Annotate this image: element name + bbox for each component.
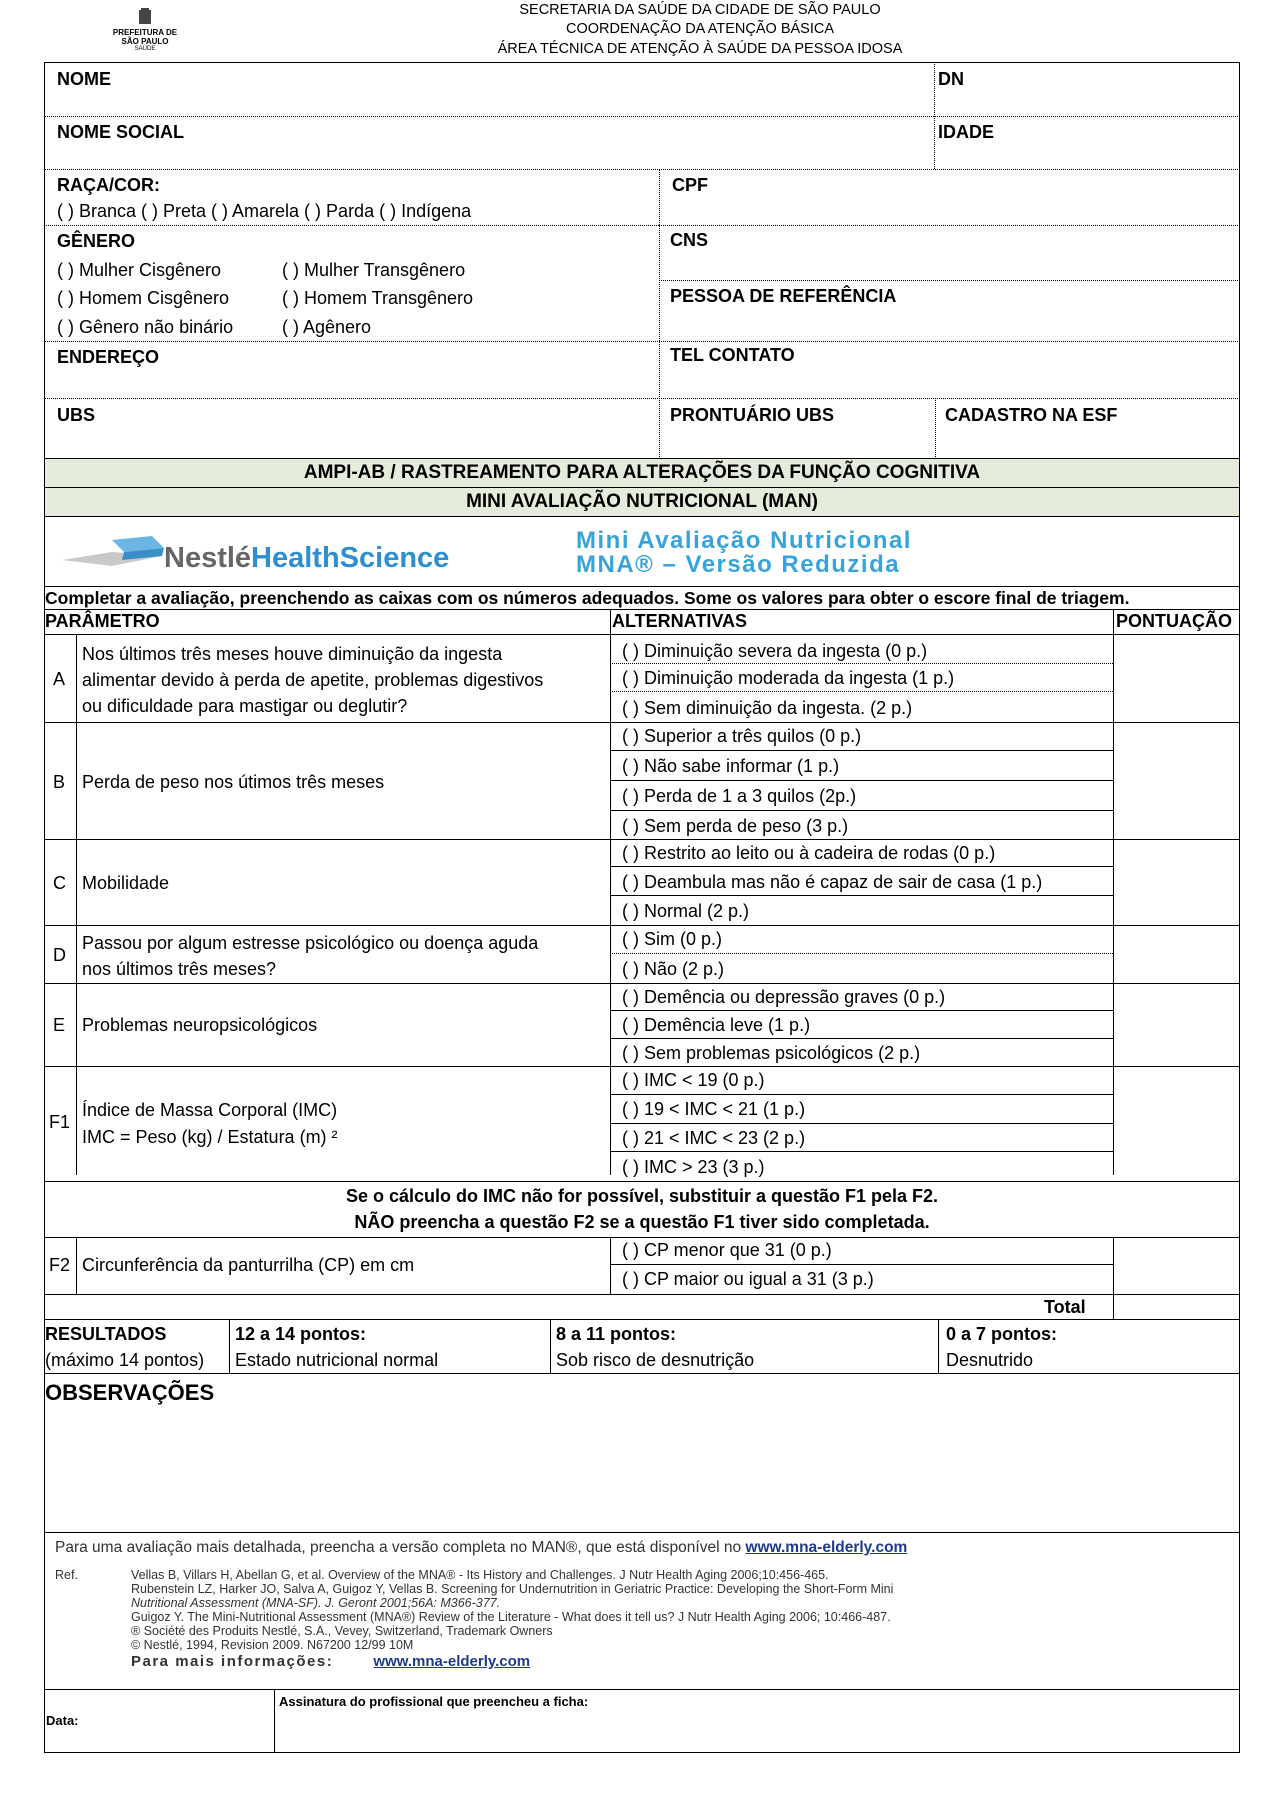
result-mal-text: Desnutrido (946, 1350, 1034, 1370)
q-f1-letter: F1 (49, 1112, 71, 1132)
genero-nao-binario[interactable]: ( ) Gênero não binário (57, 317, 234, 337)
pessoa-referencia-label: PESSOA DE REFERÊNCIA (670, 286, 897, 306)
q-d-opt-1[interactable]: ( ) Não (2 p.) (622, 959, 725, 979)
man-title: MINI AVALIAÇÃO NUTRICIONAL (MAN) (466, 491, 818, 512)
result-normal-range: 12 a 14 pontos: (235, 1324, 367, 1344)
refs-intro: Para uma avaliação mais detalhada, preencha a versão completa no MAN®, que está disponível no (55, 1539, 746, 1556)
q-b-opt-1[interactable]: ( ) Não sabe informar (1 p.) (622, 756, 840, 776)
q-a-line-1: Nos últimos três meses houve diminuição da ingesta (82, 644, 503, 664)
instructions: Completar a avaliação, preenchendo as caixas com os números adequados. Some os valores para obter o escore final de triagem. (45, 588, 1130, 608)
ubs-label: UBS (57, 405, 96, 425)
genero-mulher-cis[interactable]: ( ) Mulher Cisgênero (57, 260, 222, 280)
header-parametro: PARÂMETRO (45, 611, 160, 631)
genero-homem-trans[interactable]: ( ) Homem Transgênero (282, 288, 474, 308)
q-f2-opt-0[interactable]: ( ) CP menor que 31 (0 p.) (622, 1240, 832, 1260)
ref-line-4: Guigoz Y. The Mini-Nutritional Assessment (MNA®) Review of the Literature - What does it tell us? J Nutr Health Aging 2006; 10:466-487. (131, 1610, 891, 1624)
genero-agenero[interactable]: ( ) Agênero (282, 317, 372, 337)
cpf-label: CPF (672, 175, 708, 195)
q-c-opt-2[interactable]: ( ) Normal (2 p.) (622, 901, 750, 921)
q-c-opt-0[interactable]: ( ) Restrito ao leito ou à cadeira de rodas (0 p.) (622, 843, 996, 863)
cns-label: CNS (670, 230, 709, 250)
header-line-3: ÁREA TÉCNICA DE ATENÇÃO À SAÚDE DA PESSOA IDOSA (497, 41, 903, 57)
header-alternativas: ALTERNATIVAS (612, 611, 747, 631)
nome-social-label: NOME SOCIAL (57, 122, 185, 142)
q-d-line-2: nos últimos três meses? (82, 959, 277, 979)
idade-label: IDADE (938, 122, 995, 142)
nestle-word: Nestlé (164, 542, 252, 574)
q-e-opt-2[interactable]: ( ) Sem problemas psicológicos (2 p.) (622, 1043, 921, 1063)
q-e-line-1: Problemas neuropsicológicos (82, 1015, 318, 1035)
city-logo (112, 8, 178, 56)
header-line-1: SECRETARIA DA SAÚDE DA CIDADE DE SÃO PAULO (519, 2, 881, 18)
result-risk-text: Sob risco de desnutrição (556, 1350, 755, 1370)
result-normal-text: Estado nutricional normal (235, 1350, 439, 1370)
q-d-opt-0[interactable]: ( ) Sim (0 p.) (622, 929, 723, 949)
q-d-letter: D (53, 945, 66, 965)
q-f1-opt-3[interactable]: ( ) IMC > 23 (3 p.) (622, 1157, 765, 1177)
banner-title-1: Mini Avaliação Nutricional (576, 527, 912, 554)
nome-label: NOME (57, 69, 111, 89)
mais-info-label: Para mais informações: (131, 1653, 334, 1670)
q-b-opt-2[interactable]: ( ) Perda de 1 a 3 quilos (2p.) (622, 786, 857, 806)
results-label: RESULTADOS (45, 1324, 167, 1344)
genero-homem-cis[interactable]: ( ) Homem Cisgênero (57, 288, 230, 308)
mna-link-1[interactable]: www.mna-elderly.com (745, 1539, 908, 1556)
tel-contato-label: TEL CONTATO (670, 345, 795, 365)
q-a-line-3: ou dificuldade para mastigar ou deglutir? (82, 696, 408, 716)
logo-line-3: SAÚDE (134, 46, 156, 52)
endereco-label: ENDEREÇO (57, 347, 160, 367)
q-f1-opt-1[interactable]: ( ) 19 < IMC < 21 (1 p.) (622, 1099, 806, 1119)
assinatura-label: Assinatura do profissional que preencheu a ficha: (279, 1694, 589, 1709)
ref-line-1: Vellas B, Villars H, Abellan G, et al. Overview of the MNA® - Its History and Challenges. J Nutr Health Aging 2006;10:456-465. (131, 1568, 829, 1582)
q-b-opt-0[interactable]: ( ) Superior a três quilos (0 p.) (622, 726, 862, 746)
q-a-line-2: alimentar devido à perda de apetite, problemas digestivos (82, 670, 544, 690)
observacoes-area[interactable] (45, 1410, 1239, 1530)
logo-line-1: PREFEITURA DE (112, 28, 178, 37)
crest-icon (112, 8, 178, 28)
q-c-line-1: Mobilidade (82, 873, 170, 893)
q-c-opt-1[interactable]: ( ) Deambula mas não é capaz de sair de casa (1 p.) (622, 872, 1043, 892)
observacoes-title: OBSERVAÇÕES (45, 1380, 215, 1405)
identification-frame (44, 62, 1240, 459)
ref-line-6: © Nestlé, 1994, Revision 2009. N67200 12/99 10M (131, 1638, 414, 1652)
q-b-opt-3[interactable]: ( ) Sem perda de peso (3 p.) (622, 816, 849, 836)
data-field[interactable] (90, 1695, 270, 1749)
ref-line-3: Nutritional Assessment (MNA-SF). J. Geront 2001;56A: M366-377. (131, 1596, 501, 1610)
q-a-opt-1[interactable]: ( ) Diminuição moderada da ingesta (1 p.) (622, 668, 955, 688)
q-f1-line-2: IMC = Peso (kg) / Estatura (m) ² (82, 1127, 338, 1147)
prontuario-label: PRONTUÁRIO UBS (670, 405, 835, 425)
q-e-opt-0[interactable]: ( ) Demência ou depressão graves (0 p.) (622, 987, 946, 1007)
q-d-line-1: Passou por algum estresse psicológico ou doença aguda (82, 933, 539, 953)
results-max: (máximo 14 pontos) (45, 1350, 205, 1370)
q-e-opt-1[interactable]: ( ) Demência leve (1 p.) (622, 1015, 811, 1035)
header-pontuacao: PONTUAÇÃO (1116, 611, 1232, 631)
ref-line-5: ® Société des Produits Nestlé, S.A., Vevey, Switzerland, Trademark Owners (131, 1624, 553, 1638)
nestle-banner (52, 528, 1092, 576)
imc-note-1: Se o cálculo do IMC não for possível, substituir a questão F1 pela F2. (345, 1186, 939, 1206)
refs-block (55, 1538, 1235, 1671)
cadastro-esf-label: CADASTRO NA ESF (945, 405, 1118, 425)
q-f1-opt-0[interactable]: ( ) IMC < 19 (0 p.) (622, 1070, 765, 1090)
raca-options[interactable]: ( ) Branca ( ) Preta ( ) Amarela ( ) Parda ( ) Indígena (57, 201, 472, 221)
mna-link-2[interactable]: www.mna-elderly.com (373, 1653, 531, 1670)
imc-note-2: NÃO preencha a questão F2 se a questão F1 tiver sido completada. (354, 1212, 930, 1232)
q-f2-letter: F2 (49, 1255, 71, 1275)
banner-title-2: MNA® – Versão Reduzida (576, 551, 901, 578)
ref-line-2: Rubenstein LZ, Harker JO, Salva A, Guigoz Y, Vellas B. Screening for Undernutrition in Geriatric Practice: Developing the Short-Form Mini (131, 1582, 894, 1596)
q-b-line-1: Perda de peso nos útimos três meses (82, 772, 385, 792)
raca-label: RAÇA/COR: (57, 175, 160, 195)
genero-mulher-trans[interactable]: ( ) Mulher Transgênero (282, 260, 466, 280)
result-risk-range: 8 a 11 pontos: (556, 1324, 677, 1344)
ampi-title: AMPI-AB / RASTREAMENTO PARA ALTERAÇÕES DA FUNÇÃO COGNITIVA (303, 462, 981, 483)
genero-label: GÊNERO (57, 231, 136, 251)
q-a-opt-2[interactable]: ( ) Sem diminuição da ingesta. (2 p.) (622, 698, 913, 718)
nestle-logo-icon (52, 530, 172, 572)
q-f2-line-1: Circunferência da panturrilha (CP) em cm (82, 1255, 415, 1275)
q-e-letter: E (53, 1015, 66, 1035)
q-f1-line-1: Índice de Massa Corporal (IMC) (82, 1100, 338, 1120)
q-a-opt-0[interactable]: ( ) Diminuição severa da ingesta (0 p.) (622, 641, 928, 661)
health-science-word: HealthScience (251, 542, 450, 574)
total-label: Total (1044, 1297, 1086, 1317)
result-mal-range: 0 a 7 pontos: (946, 1324, 1058, 1344)
logo-line-2: SÃO PAULO (121, 37, 169, 46)
q-b-letter: B (53, 772, 66, 792)
header-line-2: COORDENAÇÃO DA ATENÇÃO BÁSICA (565, 21, 835, 37)
q-f1-opt-2[interactable]: ( ) 21 < IMC < 23 (2 p.) (622, 1128, 806, 1148)
q-a-letter: A (53, 669, 66, 689)
data-label: Data: (46, 1713, 79, 1728)
total-score-box[interactable] (1113, 1294, 1240, 1319)
ref-label: Ref. (55, 1568, 78, 1582)
q-f2-opt-1[interactable]: ( ) CP maior ou igual a 31 (3 p.) (622, 1269, 874, 1289)
assinatura-field[interactable] (279, 1712, 1235, 1750)
q-c-letter: C (53, 873, 66, 893)
dn-label: DN (938, 69, 964, 89)
